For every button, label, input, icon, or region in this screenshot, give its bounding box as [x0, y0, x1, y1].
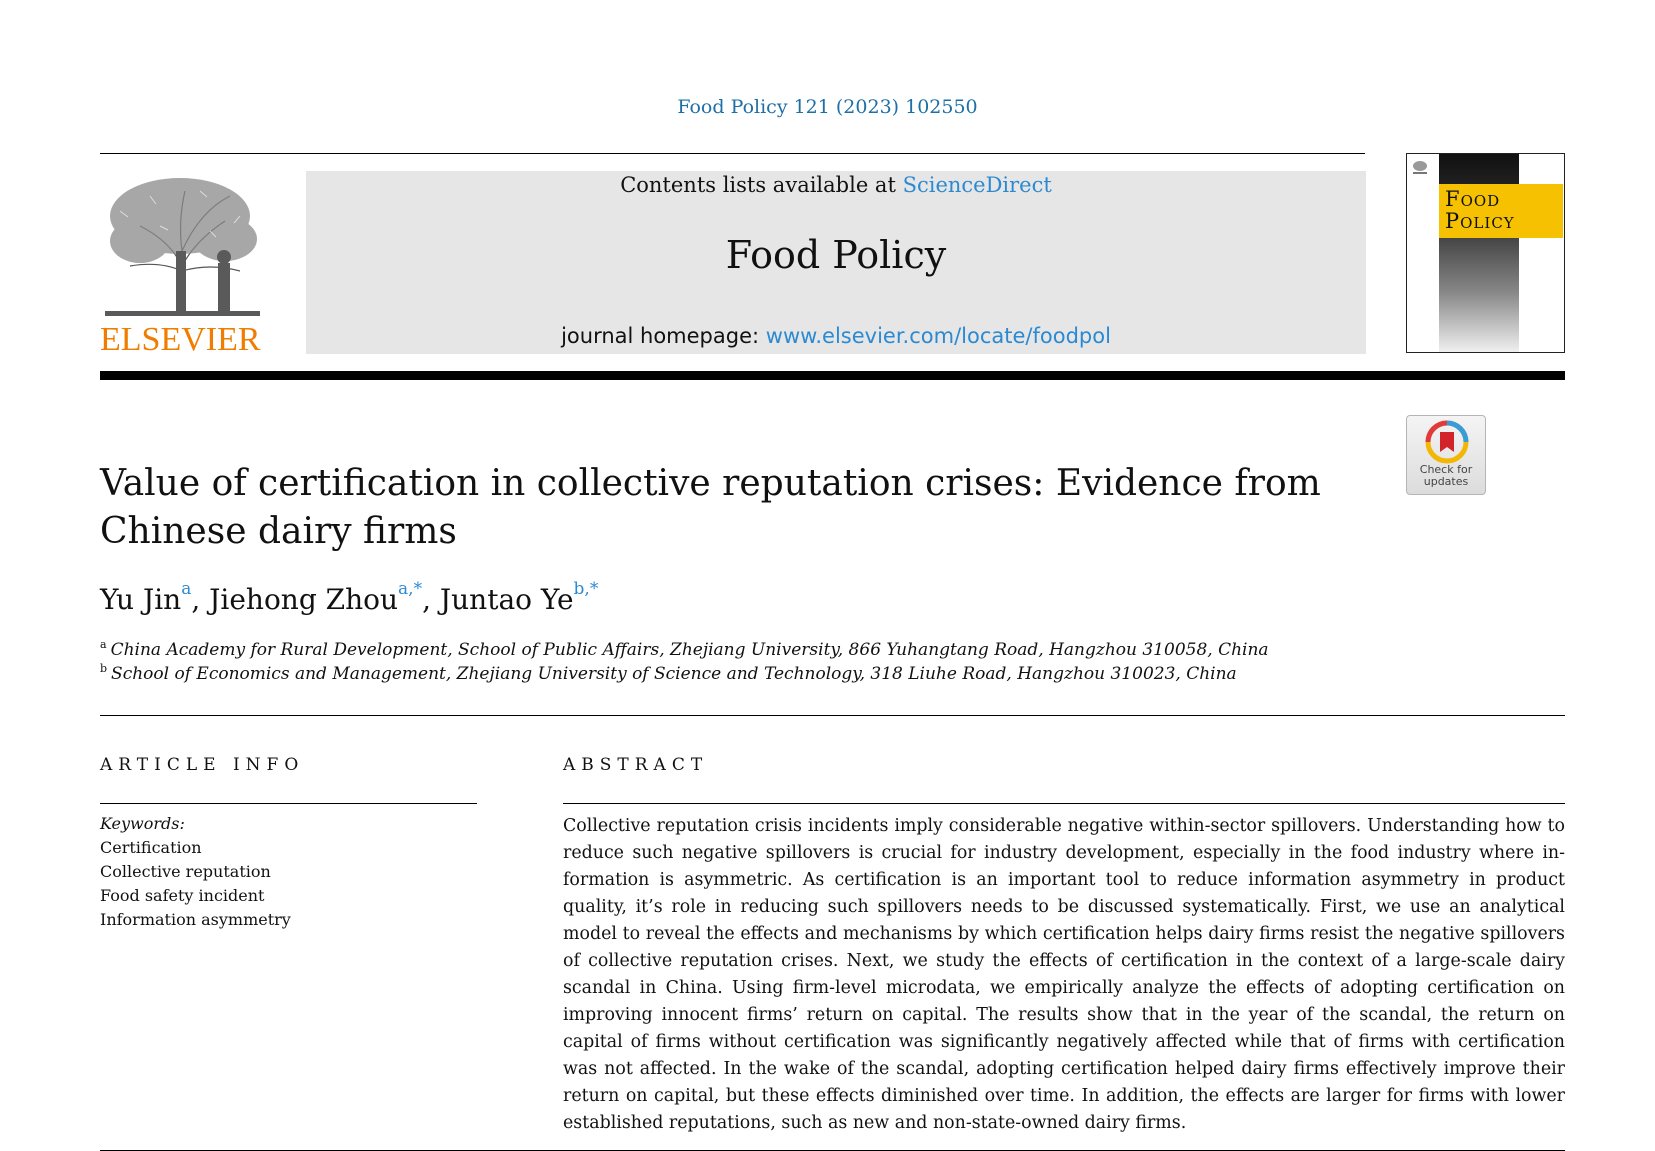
keyword-item: Food safety incident	[100, 886, 265, 905]
author-affiliation-mark[interactable]: a,*	[398, 579, 423, 599]
keyword-item: Certification	[100, 838, 202, 857]
affiliation-mark: a	[100, 638, 107, 651]
sciencedirect-link[interactable]: ScienceDirect	[902, 173, 1052, 197]
abstract-rule	[563, 803, 1565, 804]
header-thick-rule	[100, 371, 1565, 380]
check-for-updates-line1: Check for	[1419, 463, 1473, 476]
author-affiliation-mark[interactable]: a	[181, 579, 192, 599]
keyword-item: Collective reputation	[100, 862, 271, 881]
bookmark-badge-icon	[1425, 420, 1469, 464]
elsevier-logo[interactable]	[100, 171, 265, 356]
author-separator: ,	[191, 583, 210, 616]
homepage-prefix: journal homepage:	[561, 324, 760, 348]
author-name[interactable]: Jiehong Zhou	[209, 583, 399, 616]
section-rule	[100, 715, 1565, 716]
check-for-updates-button[interactable]	[1406, 415, 1486, 495]
article-title: Value of certification in collective reputation crises: Evidence from Chinese dairy firms	[100, 463, 1321, 552]
cover-title-line2: Policy	[1445, 209, 1515, 233]
abstract-heading: ABSTRACT	[563, 755, 709, 775]
journal-cover[interactable]	[1406, 153, 1565, 353]
article-info-rule	[100, 803, 477, 804]
affiliation	[100, 640, 1269, 660]
header-rule	[100, 153, 1365, 154]
journal-homepage-link[interactable]: www.elsevier.com/locate/foodpol	[765, 324, 1111, 348]
affiliation-text: China Academy for Rural Development, School of Public Affairs, Zhejiang University, 866 Yuhangtang Road, Hangzhou 310058, China	[110, 640, 1269, 660]
contents-line	[306, 171, 1366, 199]
author-name[interactable]: Juntao Ye	[439, 583, 574, 616]
article-info-heading: ARTICLE INFO	[100, 755, 305, 775]
affiliation-mark: b	[100, 662, 108, 675]
check-for-updates-line2: updates	[1423, 475, 1469, 488]
keyword-list	[100, 836, 291, 932]
keywords-label: Keywords:	[100, 814, 185, 833]
contents-prefix: Contents lists available at	[620, 173, 896, 197]
affiliation	[100, 664, 1237, 684]
journal-masthead	[306, 171, 1366, 354]
check-for-updates-label	[1407, 464, 1485, 488]
author-name[interactable]: Yu Jin	[100, 583, 182, 616]
cover-title	[1439, 184, 1563, 238]
homepage-line	[306, 324, 1366, 348]
journal-citation[interactable]: Food Policy 121 (2023) 102550	[677, 96, 978, 118]
keyword-item: Information asymmetry	[100, 910, 291, 929]
affiliation-text: School of Economics and Management, Zhejiang University of Science and Technology, 318 Liuhe Road, Hangzhou 310023, China	[111, 664, 1237, 684]
author-list	[100, 579, 599, 616]
author-separator: ,	[422, 583, 440, 616]
cover-title-line1: Food	[1445, 187, 1501, 211]
elsevier-wordmark: ELSEVIER	[100, 321, 261, 358]
author-affiliation-mark[interactable]: b,*	[573, 579, 599, 599]
journal-name: Food Policy	[725, 233, 947, 277]
elsevier-tree-icon	[100, 171, 265, 321]
cover-elsevier-icon	[1411, 160, 1431, 176]
abstract-body: Collective reputation crisis incidents imply considerable negative within-sector spillovers. Understanding how to reduce such negative spillovers is crucial for industry development, especially in the food industry where information is asymmetric. As certification is an important tool to reduce information asymmetry in product quality, it’s role in reducing such spillovers needs to be discussed systematically. First, we use an analytical model to reveal the effects and mechanisms by which certification helps dairy firms resist the negative spillovers of collective reputation crises. Next, we study the effects of certification in the context of a large-scale dairy scandal in China. Using firm-level microdata, we empirically analyze the effects of adopting certification on improving innocent firms’ return on capital. The results show that in the year of the scandal, the return on capital of firms without certification was significantly negatively affected while that of firms with certification was not affected. In the wake of the scandal, adopting certification helped dairy firms effectively improve their return on capital, but these effects diminished over time. In addition, the effects are larger for firms with lower established reputations, such as new and non-state-owned dairy firms.	[563, 816, 1565, 1133]
